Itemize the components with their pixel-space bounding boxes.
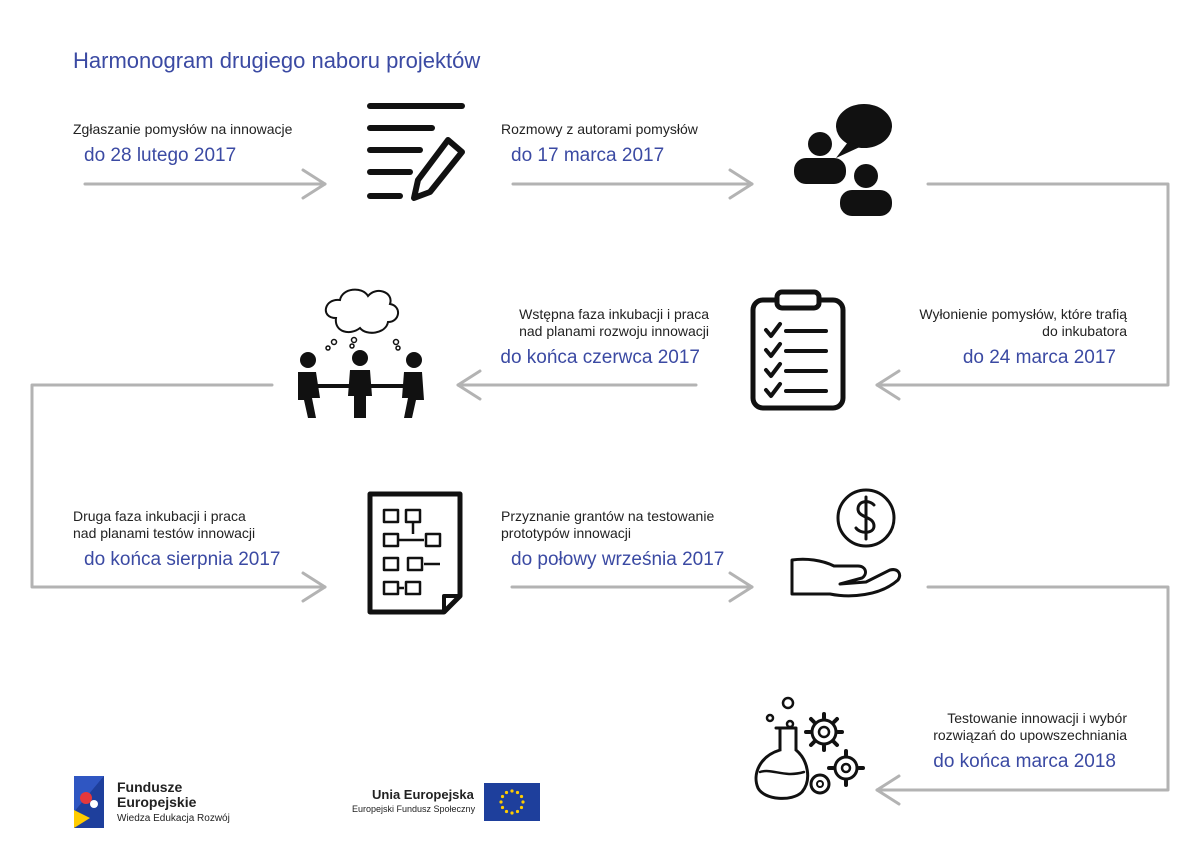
- step-3-label-line-1: Wyłonienie pomysłów, które trafią: [919, 306, 1127, 322]
- step-1-label: Zgłaszanie pomysłów na innowacje: [73, 121, 293, 137]
- step-3-date: do 24 marca 2017: [962, 347, 1116, 368]
- step-3-label: [919, 306, 1127, 340]
- people-chat-icon: [794, 104, 892, 216]
- step-7-label: [933, 710, 1127, 744]
- arrow-1: [85, 170, 325, 198]
- fundusze-europejskie-logo-icon: [74, 776, 104, 828]
- step-7-date: do końca marca 2018: [933, 751, 1116, 772]
- eu-logo-subtitle: Europejski Fundusz Społeczny: [352, 804, 476, 814]
- step-4-label: [519, 306, 709, 340]
- step-7-label-line-1: Testowanie innowacji i wybór: [947, 710, 1127, 726]
- document-edit-icon: [370, 106, 462, 198]
- clipboard-checklist-icon: [753, 292, 843, 408]
- step-2-date: do 17 marca 2017: [511, 145, 665, 166]
- step-5-label-line-2: nad planami testów innowacji: [73, 525, 256, 541]
- step-4-label-line-1: Wstępna faza inkubacji i praca: [519, 306, 709, 322]
- fe-logo-title-line-1: Fundusze: [117, 779, 183, 795]
- team-meeting-icon: [298, 290, 424, 418]
- step-5-label: [73, 508, 255, 542]
- hand-dollar-icon: [792, 490, 900, 596]
- arrow-4: [458, 371, 696, 399]
- step-2-label: Rozmowy z autorami pomysłów: [501, 121, 698, 137]
- eu-logo-title: Unia Europejska: [372, 787, 474, 802]
- step-6-label: [501, 508, 714, 542]
- fe-logo-title-line-2: Europejskie: [117, 794, 197, 810]
- arrow-2: [513, 170, 752, 198]
- eu-flag-icon: [484, 783, 540, 821]
- step-6-label-line-1: Przyznanie grantów na testowanie: [501, 508, 715, 524]
- step-1-date: do 28 lutego 2017: [84, 145, 237, 166]
- step-7-label-line-2: rozwiązań do upowszechniania: [933, 727, 1127, 743]
- arrow-6: [512, 573, 752, 601]
- step-6-date: do połowy września 2017: [511, 549, 725, 570]
- step-4-label-line-2: nad planami rozwoju innowacji: [519, 323, 709, 339]
- flowchart-document-icon: [370, 494, 460, 612]
- fe-logo-subtitle: Wiedza Edukacja Rozwój: [117, 813, 230, 824]
- step-5-label-line-1: Druga faza inkubacji i praca: [73, 508, 246, 524]
- step-6-label-line-2: prototypów innowacji: [501, 525, 631, 541]
- step-5-date: do końca sierpnia 2017: [84, 549, 281, 570]
- step-3-label-line-2: do inkubatora: [1042, 323, 1127, 339]
- flask-gears-icon: [756, 698, 863, 798]
- page-title: Harmonogram drugiego naboru projektów: [73, 48, 481, 73]
- fe-logo-title: [117, 780, 196, 810]
- step-4-date: do końca czerwca 2017: [500, 347, 700, 368]
